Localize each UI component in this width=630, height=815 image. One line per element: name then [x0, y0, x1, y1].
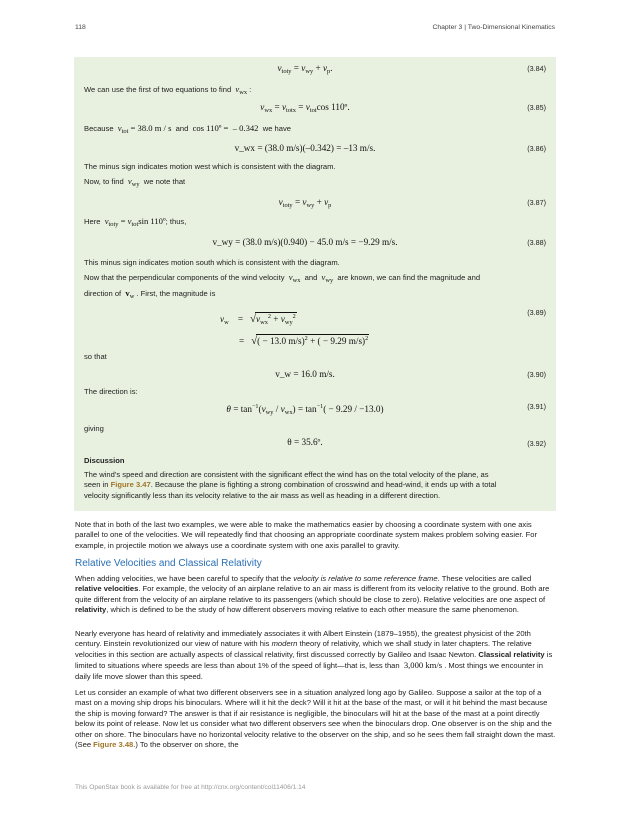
figure-3-47-link[interactable]: Figure 3.47 — [110, 480, 151, 490]
eq-number-3-89: (3.89) — [527, 308, 546, 317]
text-here: Here $v_{toty} = v_{tot}\sin$ 110º; thus, — [84, 216, 187, 228]
text-perpendicular: Now that the perpendicular components of the wind velocity $v_{wx}$ and $v_{wy}$ are known, we can find the magnitude and — [84, 272, 481, 284]
equation-3-92: θ = 35.6º. — [287, 437, 323, 447]
paragraph-relative-velocities: When adding velocities, we have been careful to specify that the velocity is relative to some reference frame. These velocities are called relative velocities. For example, the velocity of an airplane relative to an air mass is different from its velocity relative to the ground. Both are quite different from the velocity of an airplane relative to its passengers (which should be close to zero). Relative velocities are one aspect of relativity, which is defined to be the study of how different observers moving relative to each other measure the same phenomenon. — [75, 574, 550, 615]
note-paragraph: Note that in both of the last two examples, we were able to make the mathematics easier by choosing a coordinate system with one axis parallel to one of the velocities. We will repeatedly find that choosing an appropriate coordinate system makes problem solving easier. For example, in projectile motion we always use a coordinate system with one axis parallel to gravity. — [75, 520, 538, 550]
section-title: Relative Velocities and Classical Relativity — [75, 558, 262, 569]
equation-3-89-line2: = √( − 13.0 m/s)$^2$ + ( − 9.29 m/s)$^2$ — [239, 335, 369, 347]
eq-number-3-90: (3.90) — [527, 370, 546, 379]
text-now-find: Now, to find $v_{wy}$ we note that — [84, 176, 186, 188]
equation-3-88: v_wy = (38.0 m/s)(0.940) − 45.0 m/s = −9.29 m/s. — [212, 237, 398, 247]
page-number: 118 — [75, 24, 86, 31]
text-find-vwx: We can use the first of two equations to find $v_{wx}$ : — [84, 84, 252, 96]
equation-3-89-line1: $v_w$ = $√v_{wx}^2 + v_{wy}^2$ — [220, 313, 296, 326]
footer-license: This OpenStax book is available for free at http://cnx.org/content/col11406/1.14 — [75, 784, 306, 791]
discussion-text: The wind’s speed and direction are consistent with the significant effect the wind has on the total velocity of the plane, as seen in Figure 3.47. Because the plane is fighting a strong combination of crosswind and head-wind, it ends up with a total velocity significantly less than its velocity relative to the air mass as well as heading in a different direction. — [84, 470, 497, 500]
equation-3-91: $\theta = \tan^{-1}(v_{wy} / v_{wx}) = \tan^{-1}( - 9.29 / -13.0)$ — [226, 403, 384, 416]
text-direction-is: The direction is: — [84, 387, 138, 396]
example-box — [74, 57, 556, 511]
equation-3-87: $v_{toty} = v_{wy} + v_p$ — [278, 197, 332, 209]
text-south: This minus sign indicates motion south which is consistent with the diagram. — [84, 258, 340, 267]
eq-number-3-91: (3.91) — [527, 402, 546, 411]
eq-number-3-88: (3.88) — [527, 238, 546, 247]
chapter-title: Chapter 3 | Two-Dimensional Kinematics — [432, 24, 555, 31]
eq-number-3-87: (3.87) — [527, 198, 546, 207]
figure-3-48-link[interactable]: Figure 3.48 — [93, 740, 134, 750]
equation-3-86: v_wx = (38.0 m/s)(–0.342) = –13 m/s. — [234, 143, 376, 153]
text-direction-of: direction of $v_w$ . First, the magnitude is — [84, 288, 216, 300]
text-minus-sign: The minus sign indicates motion west which is consistent with the diagram. — [84, 162, 336, 171]
text-giving: giving — [84, 424, 104, 433]
text-so-that: so that — [84, 352, 107, 361]
equation-3-84: $v_{toty} = v_{wy} + v_p$. — [277, 63, 333, 75]
eq-number-3-92: (3.92) — [527, 439, 546, 448]
eq-number-3-85: (3.85) — [527, 103, 546, 112]
eq-number-3-84: (3.84) — [527, 64, 546, 73]
eq-number-3-86: (3.86) — [527, 144, 546, 153]
equation-3-90: v_w = 16.0 m/s. — [275, 369, 335, 379]
paragraph-galileo-example: Let us consider an example of what two different observers see in a situation analyzed long ago by Galileo. Suppose a sailor at the top of a mast on a moving ship drops his binoculars. Where will it hit the deck? Will it hit at the base of the mast, or will it hit behind the mast because the ship is moving forward? The answer is that if air resistance is negligible, the binoculars will hit at the base of the mast at a point directly below its point of release. Now let us consider what two different observers see when the binoculars drop. One observer is on the ship and the other on shore. The binoculars have no horizontal velocity relative to the observer on the ship, and so he sees them fall straight down the mast. (See Figure 3.48.) To the observer on shore, the — [75, 688, 556, 750]
paragraph-classical-relativity: Nearly everyone has heard of relativity and immediately associates it with Albert Einstein (1879–1955), the greatest physicist of the 20th century. Einstein revolutionized our view of nature with his modern theory of relativity, which we shall study in later chapters. The relative velocities in this section are actually aspects of classical relativity, first discussed correctly by Galileo and Isaac Newton. Classical relativity is limited to situations where speeds are less than about 1% of the speed of light—that is, less than 3,000 km/s . Most things we encounter in daily life move slower than this speed. — [75, 629, 553, 682]
equation-3-85: $v_{wx} = v_{totx} = v_{tot}\cos$ 110º. — [260, 102, 350, 114]
text-because: Because $v_{tot} = 38.0$ m / s and cos 110º = – 0.342 we have — [84, 123, 292, 135]
discussion-title: Discussion — [84, 456, 125, 465]
